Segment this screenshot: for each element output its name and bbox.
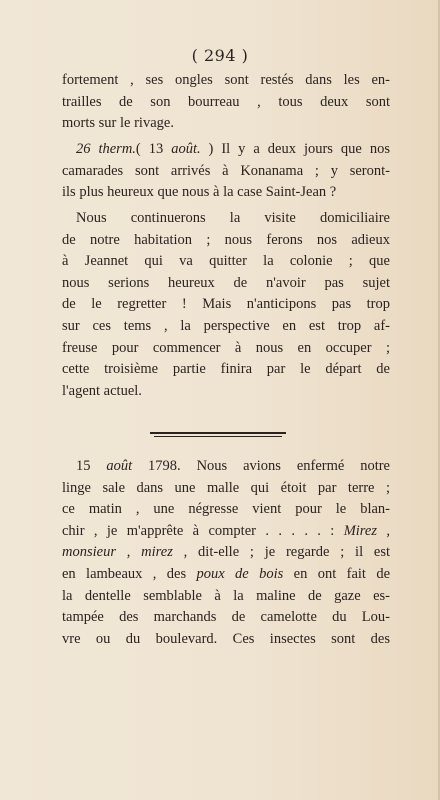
text-line: trailles de son bourreau , tous deux sont <box>62 93 390 110</box>
text-line: cette troisième partie finira par le départ de <box>62 361 390 378</box>
text-segment: en lambeaux , des <box>62 565 197 582</box>
text-line: sur ces tems , la perspective en est trop af- <box>62 317 390 334</box>
text-segment: ) Il y a deux jours que nos <box>200 141 390 157</box>
section-divider <box>150 432 286 437</box>
date-month: août. <box>171 141 201 157</box>
text-segment: en ont fait de <box>283 565 390 582</box>
text-line: linge sale dans une malle qui étoit par terre ; <box>62 479 390 496</box>
text-line: camarades sont arrivés à Konanama ; y seront- <box>62 162 390 179</box>
text-line: à Jeannet qui va quitter la colonie ; que <box>62 253 390 270</box>
text-line: la dentelle semblable à la maline de gaze es- <box>62 587 390 604</box>
text-line <box>62 139 390 161</box>
text-line: l'agent actuel. <box>62 382 142 399</box>
italic-term: poux de bois <box>196 565 284 582</box>
paragraph-new-entry <box>62 456 390 650</box>
date-month: août <box>106 458 133 474</box>
text-line <box>62 564 390 586</box>
paragraph-continuation <box>62 70 390 135</box>
text-line: de notre habitation ; nous ferons nos adieux <box>62 231 390 248</box>
text-line: ce matin , une négresse vient pour le blan- <box>62 501 390 518</box>
text-line: de le regretter ! Mais n'anticipons pas trop <box>62 296 390 313</box>
text-line: Nous continuerons la visite domiciliaire <box>76 210 390 226</box>
divider-rule-thick <box>150 432 286 434</box>
text-line <box>62 542 390 564</box>
text-line: ils plus heureux que nous à la case Saint-Jean ? <box>62 184 337 201</box>
text-segment: chir , je m'apprête à compter . . . . . : <box>62 522 344 539</box>
italic-quote: Mirez , <box>343 522 390 539</box>
text-line: nous serions heureux de n'avoir pas sujet <box>62 274 390 291</box>
paragraph-dated-entry <box>62 139 390 204</box>
date-paren: ( 13 <box>135 141 172 157</box>
text-line: morts sur le rivage. <box>62 115 174 132</box>
text-line: vre ou du boulevard. Ces insectes sont des <box>62 630 390 647</box>
text-line <box>62 521 390 543</box>
text-line <box>62 456 390 478</box>
paragraph-main <box>62 208 390 402</box>
date-thermidor: 26 therm. <box>76 141 136 157</box>
text-line: tampée des marchands de camelotte du Lou- <box>62 609 390 626</box>
text-line: freuse pour commencer à nous en occuper ; <box>62 339 390 356</box>
text-segment: 1798. Nous avions enfermé notre <box>132 458 390 474</box>
divider-rule-thin <box>154 436 282 437</box>
page-number: ( 294 ) <box>191 46 249 65</box>
text-segment: , dit-elle ; je regarde ; il est <box>172 544 390 561</box>
text-line: fortement , ses ongles sont restés dans les en- <box>62 72 390 88</box>
italic-quote: monsieur , mirez <box>62 544 173 561</box>
date-day: 15 <box>76 458 107 474</box>
